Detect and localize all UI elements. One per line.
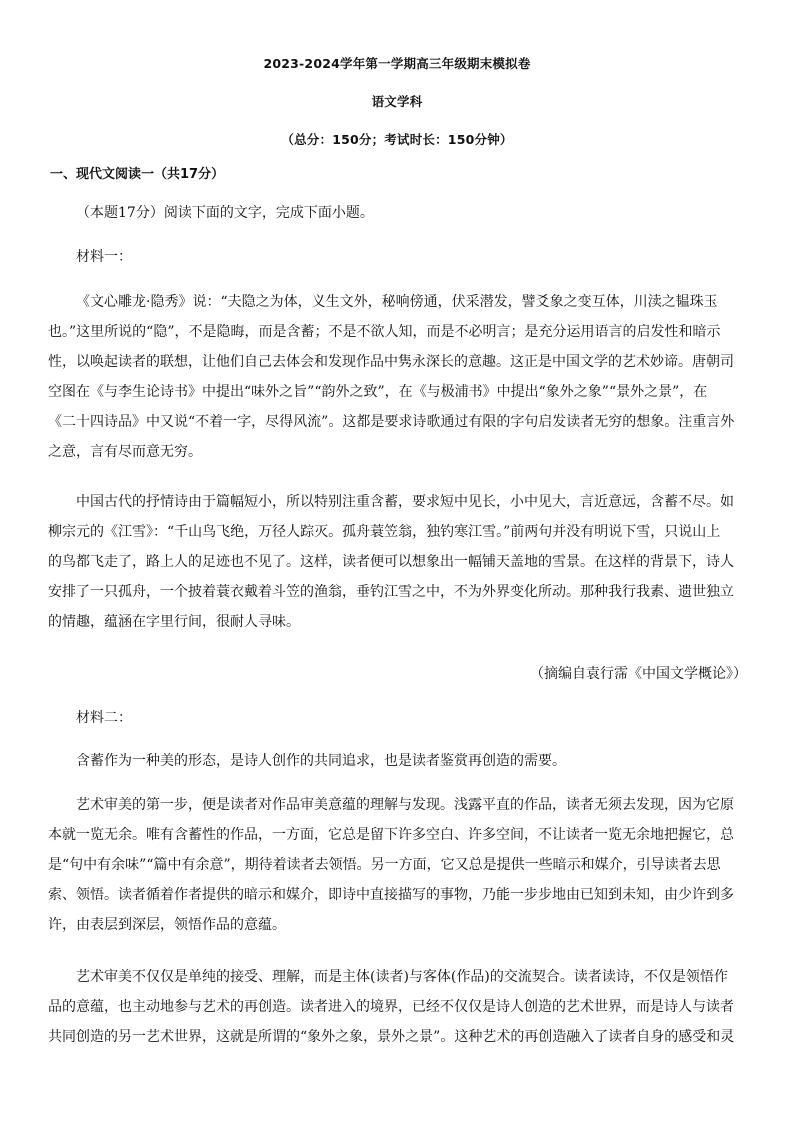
material2-label: 材料二：	[76, 710, 132, 726]
paragraph-line: 共同创造的另一艺术世界，这就是所谓的“象外之象，景外之景”。这种艺术的再创造融入了读者自身的感受和灵	[48, 1029, 735, 1045]
paragraph-line: 安排了一只孤舟，一个披着蓑衣戴着斗笠的渔翁，垂钓江雪之中，不为外界变化所动。那种我行我素、遗世独立	[48, 584, 734, 600]
paragraph-line: 空图在《与李生论诗书》中提出“味外之旨”“韵外之致”，在《与极浦书》中提出“象外之象”“景外之景”，在	[48, 384, 708, 400]
material1-paragraph-1	[48, 287, 768, 467]
paragraph-line: 《文心雕龙·隐秀》说：“夫隐之为体，义生文外，秘响傍通，伏采潜发，譬爻象之变互体，川渎之韫珠玉	[76, 294, 718, 310]
paragraph-line: 也。”这里所说的“隐”，不是隐晦，而是含蓄；不是不欲人知，而是不必明言；是充分运用语言的启发性和暗示	[48, 324, 721, 340]
paragraph-line: 《二十四诗品》中又说“不着一字，尽得风流”。这都是要求诗歌通过有限的字句启发读者无穷的想象。注重言外	[48, 414, 735, 430]
material2-paragraph-3	[48, 962, 768, 1052]
paragraph-line: 艺术审美的第一步，便是读者对作品审美意蕴的理解与发现。浅露平直的作品，读者无须去发现，因为它原	[76, 797, 734, 813]
paragraph-line: 之意，言有尽而意无穷。	[48, 444, 202, 460]
instruction	[48, 198, 768, 228]
paragraph-line: 许，由表层到深层，领悟作品的意蕴。	[48, 917, 286, 933]
paragraph-line: 艺术审美不仅仅是单纯的接受、理解，而是主体(读者)与客体(作品)的交流契合。读者读诗，不仅是领悟作	[76, 969, 728, 985]
paragraph-line: 品的意蕴，也主动地参与艺术的再创造。读者进入的境界，已经不仅仅是诗人创造的艺术世界，而是诗人与读者	[48, 999, 734, 1015]
material2-label-block	[48, 703, 768, 733]
material1-paragraph-2	[48, 487, 768, 637]
section-heading: 一、现代文阅读一（共17分）	[50, 167, 225, 182]
source-citation: （摘编自袁行霈《中国文学概论》）	[530, 666, 747, 682]
paragraph-line: 的鸟都飞走了，路上人的足迹也不见了。这样，读者便可以想象出一幅铺天盖地的雪景。在这样的背景下，诗人	[48, 554, 734, 570]
subject-title: 语文学科	[371, 94, 423, 109]
paragraph-line: 中国古代的抒情诗由于篇幅短小，所以特别注重含蓄，要求短中见长，小中见大，言近意远，含蓄不尽。如	[76, 494, 734, 510]
score-time-info: （总分：150分；考试时长：150分钟）	[281, 132, 513, 147]
paragraph-line: 性，以唤起读者的联想，让他们自己去体会和发现作品中隽永深长的意趣。这正是中国文学的艺术妙谛。唐朝司	[48, 354, 734, 370]
paragraph-line: 索、领悟。读者循着作者提供的暗示和媒介，即诗中直接描写的事物，乃能一步步地由已知到未知，由少许到多	[48, 887, 734, 903]
material2-paragraph-2	[48, 790, 768, 940]
paragraph-line: 的情趣，蕴涵在字里行间，很耐人寻味。	[48, 614, 300, 630]
material1-label: 材料一：	[76, 249, 132, 265]
material2-paragraph-1	[48, 746, 768, 776]
paragraph-line: 含蓄作为一种美的形态，是诗人创作的共同追求，也是读者鉴赏再创造的需要。	[76, 753, 566, 769]
paragraph-line: 柳宗元的《江雪》：“千山鸟飞绝，万径人踪灭。孤舟蓑笠翁，独钓寒江雪。”前两句并没有明说下雪，只说山上	[48, 524, 721, 540]
paragraph-line: 是“句中有余味”“篇中有余意”，期待着读者去领悟。另一方面，它又总是提供一些暗示和媒介，引导读者去思	[48, 857, 721, 873]
paragraph-line: 本就一览无余。唯有含蓄性的作品，一方面，它总是留下许多空白、许多空间，不让读者一览无余地把握它，总	[48, 827, 734, 843]
exam-title: 2023-2024学年第一学期高三年级期末模拟卷	[263, 56, 531, 71]
instruction-text: （本题17分）阅读下面的文字，完成下面小题。	[76, 205, 374, 221]
material1-label-block	[48, 242, 768, 272]
